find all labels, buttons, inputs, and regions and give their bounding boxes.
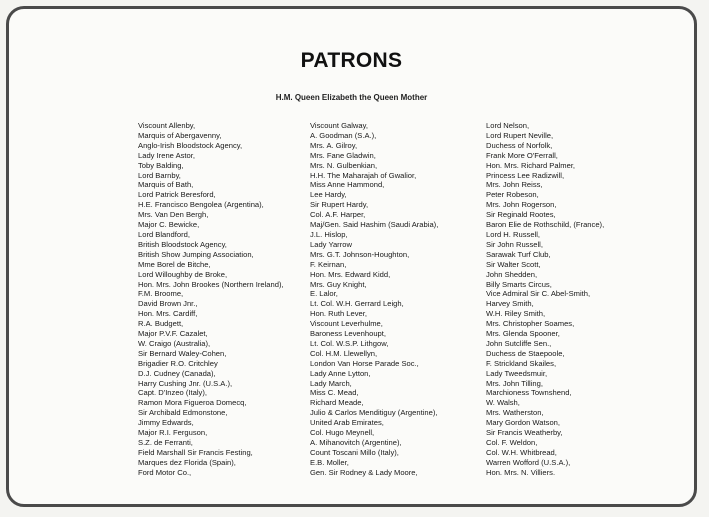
- patron-name: Hon. Mrs. N. Villiers.: [486, 467, 556, 477]
- patron-name: A. Mihanovitch (Argentine),: [310, 438, 402, 447]
- patron-name: Mary Gordon Watson,: [486, 418, 560, 428]
- patron-name: Princess Lee Radizwill,: [486, 170, 565, 180]
- patron-name: S.Z. de Ferranti,: [138, 438, 193, 447]
- patron-name: John Sutcliffe Sen.,: [486, 338, 552, 348]
- patron-name: F. Keirnan,: [310, 259, 347, 269]
- patron-name: Lord Barnby,: [138, 170, 181, 180]
- patron-name: Lord Patrick Beresford,: [138, 190, 216, 200]
- patron-name: Lt. Col. W.H. Gerrard Leigh,: [310, 299, 404, 309]
- patron-name: Lord Blandford,: [138, 229, 190, 239]
- patron-name: Julio & Carlos Menditiguy (Argentine),: [310, 408, 438, 418]
- patron-name: Richard Meade,: [310, 398, 364, 408]
- patron-name: Brigadier R.O. Critchley: [138, 358, 218, 368]
- patron-name: Sir Rupert Hardy,: [310, 200, 369, 210]
- patron-name: Mrs. G.T. Johnson-Houghton,: [310, 249, 410, 259]
- patron-name: Mrs. John Rogerson,: [486, 200, 557, 210]
- patron-name: Col. Hugo Meynell,: [310, 428, 375, 438]
- patron-name: F. Strickland Skailes,: [486, 358, 557, 368]
- patron-name: Sarawak Turf Club,: [486, 249, 551, 259]
- patron-name: Anglo-Irish Bloodstock Agency,: [138, 140, 243, 150]
- patron-name: Viscount Leverhulme,: [310, 319, 383, 329]
- page-title: PATRONS: [300, 49, 403, 72]
- patron-name: H.H. The Maharajah of Gwalior,: [310, 170, 417, 180]
- patron-name: British Show Jumping Association,: [138, 249, 254, 259]
- patron-name: Miss Anne Hammond,: [310, 180, 385, 190]
- patron-name: Lt. Col. W.S.P. Lithgow,: [310, 338, 389, 348]
- patrons-column-2: [310, 121, 438, 478]
- page-subtitle: H.M. Queen Elizabeth the Queen Mother: [275, 93, 428, 102]
- patron-name: Viscount Galway,: [310, 121, 368, 130]
- patron-name: Maj/Gen. Said Hashim (Saudi Arabia),: [310, 220, 439, 230]
- patron-name: Hon. Mrs. John Brookes (Northern Ireland),: [138, 279, 284, 289]
- patron-name: H.E. Francisco Bengolea (Argentina),: [138, 200, 264, 210]
- patron-name: Ramon Mora Figueroa Domecq,: [138, 398, 247, 408]
- patron-name: Hon. Ruth Lever,: [310, 309, 367, 319]
- patron-name: Marques dez Florida (Spain),: [138, 457, 236, 467]
- patron-name: Mrs. Fane Gladwin,: [310, 150, 376, 160]
- patron-name: A. Goodman (S.A.),: [310, 130, 377, 140]
- patron-name: Lord Nelson,: [486, 121, 530, 130]
- patron-name: Mrs. John Reiss,: [486, 180, 543, 190]
- patron-name: Baroness Levenhoupt,: [310, 329, 386, 339]
- patron-name: Billy Smarts Circus,: [486, 279, 552, 289]
- patron-name: Mrs. Watherston,: [486, 408, 544, 418]
- patron-name: Lady March,: [310, 378, 352, 388]
- patron-name: Lord Rupert Neville,: [486, 130, 554, 140]
- patron-name: London Van Horse Parade Soc.,: [310, 358, 419, 368]
- patron-name: Gen. Sir Rodney & Lady Moore,: [310, 467, 418, 477]
- patron-name: Warren Wofford (U.S.A.),: [486, 457, 571, 467]
- patron-name: British Bloodstock Agency,: [138, 239, 227, 249]
- patron-name: W. Walsh,: [486, 398, 520, 408]
- patron-name: Miss C. Mead,: [310, 388, 359, 398]
- patron-name: Viscount Allenby,: [138, 121, 196, 130]
- patron-name: Lord H. Russell,: [486, 229, 541, 239]
- patron-name: Lady Irene Astor,: [138, 150, 195, 160]
- patron-name: Marquis of Bath,: [138, 180, 194, 190]
- patrons-column-3: [486, 121, 604, 478]
- patron-name: Lady Anne Lytton,: [310, 368, 371, 378]
- patron-name: Sir Walter Scott,: [486, 259, 541, 269]
- patron-name: Major P.V.F. Cazalet,: [138, 329, 208, 339]
- patron-name: Mrs. A. Gilroy,: [310, 140, 358, 150]
- patron-name: Harry Cushing Jnr. (U.S.A.),: [138, 378, 233, 388]
- patron-name: Duchess de Staepoole,: [486, 348, 565, 358]
- patron-name: Mrs. Glenda Spooner,: [486, 329, 560, 339]
- patron-name: Mrs. Guy Knight,: [310, 279, 367, 289]
- patron-name: E. Lalor,: [310, 289, 338, 299]
- patron-name: Frank More O'Ferrall,: [486, 150, 558, 160]
- patron-name: Lord Willoughby de Broke,: [138, 269, 228, 279]
- patron-name: Ford Motor Co.,: [138, 467, 192, 477]
- patron-name: Sir Archibald Edmonstone,: [138, 408, 228, 418]
- patron-name: F.M. Broome,: [138, 289, 184, 299]
- patron-name: Major C. Bewicke,: [138, 220, 200, 230]
- patron-name: Sir John Russell,: [486, 239, 543, 249]
- patron-name: Sir Bernard Waley-Cohen,: [138, 348, 227, 358]
- patron-name: David Brown Jnr.,: [138, 299, 198, 309]
- patron-name: W. Craigo (Australia),: [138, 338, 211, 348]
- patron-name: John Shedden,: [486, 269, 538, 279]
- page-frame: [6, 6, 697, 507]
- patron-name: Lady Yarrow: [310, 239, 352, 249]
- patron-name: Col. W.H. Whitbread,: [486, 447, 557, 457]
- patron-name: Jimmy Edwards,: [138, 418, 194, 428]
- patron-name: Hon. Mrs. Cardiff,: [138, 309, 198, 319]
- patron-name: R.A. Budgett,: [138, 319, 184, 329]
- patron-name: Duchess of Norfolk,: [486, 140, 553, 150]
- patron-name: Count Toscani Millo (Italy),: [310, 447, 399, 457]
- patrons-column-1: [138, 121, 284, 478]
- patron-name: Mrs. John Tilling,: [486, 378, 543, 388]
- patron-name: D.J. Cudney (Canada),: [138, 368, 216, 378]
- patron-name: Hon. Mrs. Richard Palmer,: [486, 160, 576, 170]
- patron-name: Capt. D'Inzeo (Italy),: [138, 388, 207, 398]
- patron-name: Baron Elie de Rothschild, (France),: [486, 220, 605, 230]
- patron-name: Sir Reginald Rootes,: [486, 210, 556, 220]
- patron-name: Harvey Smith,: [486, 299, 534, 309]
- patron-name: Mrs. Christopher Soames,: [486, 319, 575, 329]
- patron-name: Mrs. Van Den Bergh,: [138, 210, 209, 220]
- patron-name: Marquis of Abergavenny,: [138, 130, 222, 140]
- patron-name: W.H. Riley Smith,: [486, 309, 546, 319]
- patron-name: Hon. Mrs. Edward Kidd,: [310, 269, 391, 279]
- patron-name: Lady Tweedsmuir,: [486, 368, 548, 378]
- patron-name: United Arab Emirates,: [310, 418, 384, 428]
- patron-name: Sir Francis Weatherby,: [486, 428, 563, 438]
- patron-name: Col. H.M. Llewellyn,: [310, 348, 378, 358]
- patron-name: Mrs. N. Gulbenkian,: [310, 160, 378, 170]
- patron-name: Peter Robeson,: [486, 190, 539, 200]
- patron-name: Major R.I. Ferguson,: [138, 428, 208, 438]
- patron-name: Lee Hardy,: [310, 190, 347, 200]
- patron-name: Toby Balding,: [138, 160, 184, 170]
- patron-name: Field Marshall Sir Francis Festing,: [138, 447, 253, 457]
- patron-name: Col. F. Weldon,: [486, 438, 538, 447]
- patron-name: J.L. Hislop,: [310, 229, 348, 239]
- patron-name: Marchioness Townshend,: [486, 388, 572, 398]
- patron-name: Mme Borel de Bitche,: [138, 259, 211, 269]
- patron-name: Vice Admiral Sir C. Abel-Smith,: [486, 289, 591, 299]
- patron-name: Col. A.F. Harper,: [310, 210, 366, 220]
- patron-name: E.B. Moller,: [310, 457, 349, 467]
